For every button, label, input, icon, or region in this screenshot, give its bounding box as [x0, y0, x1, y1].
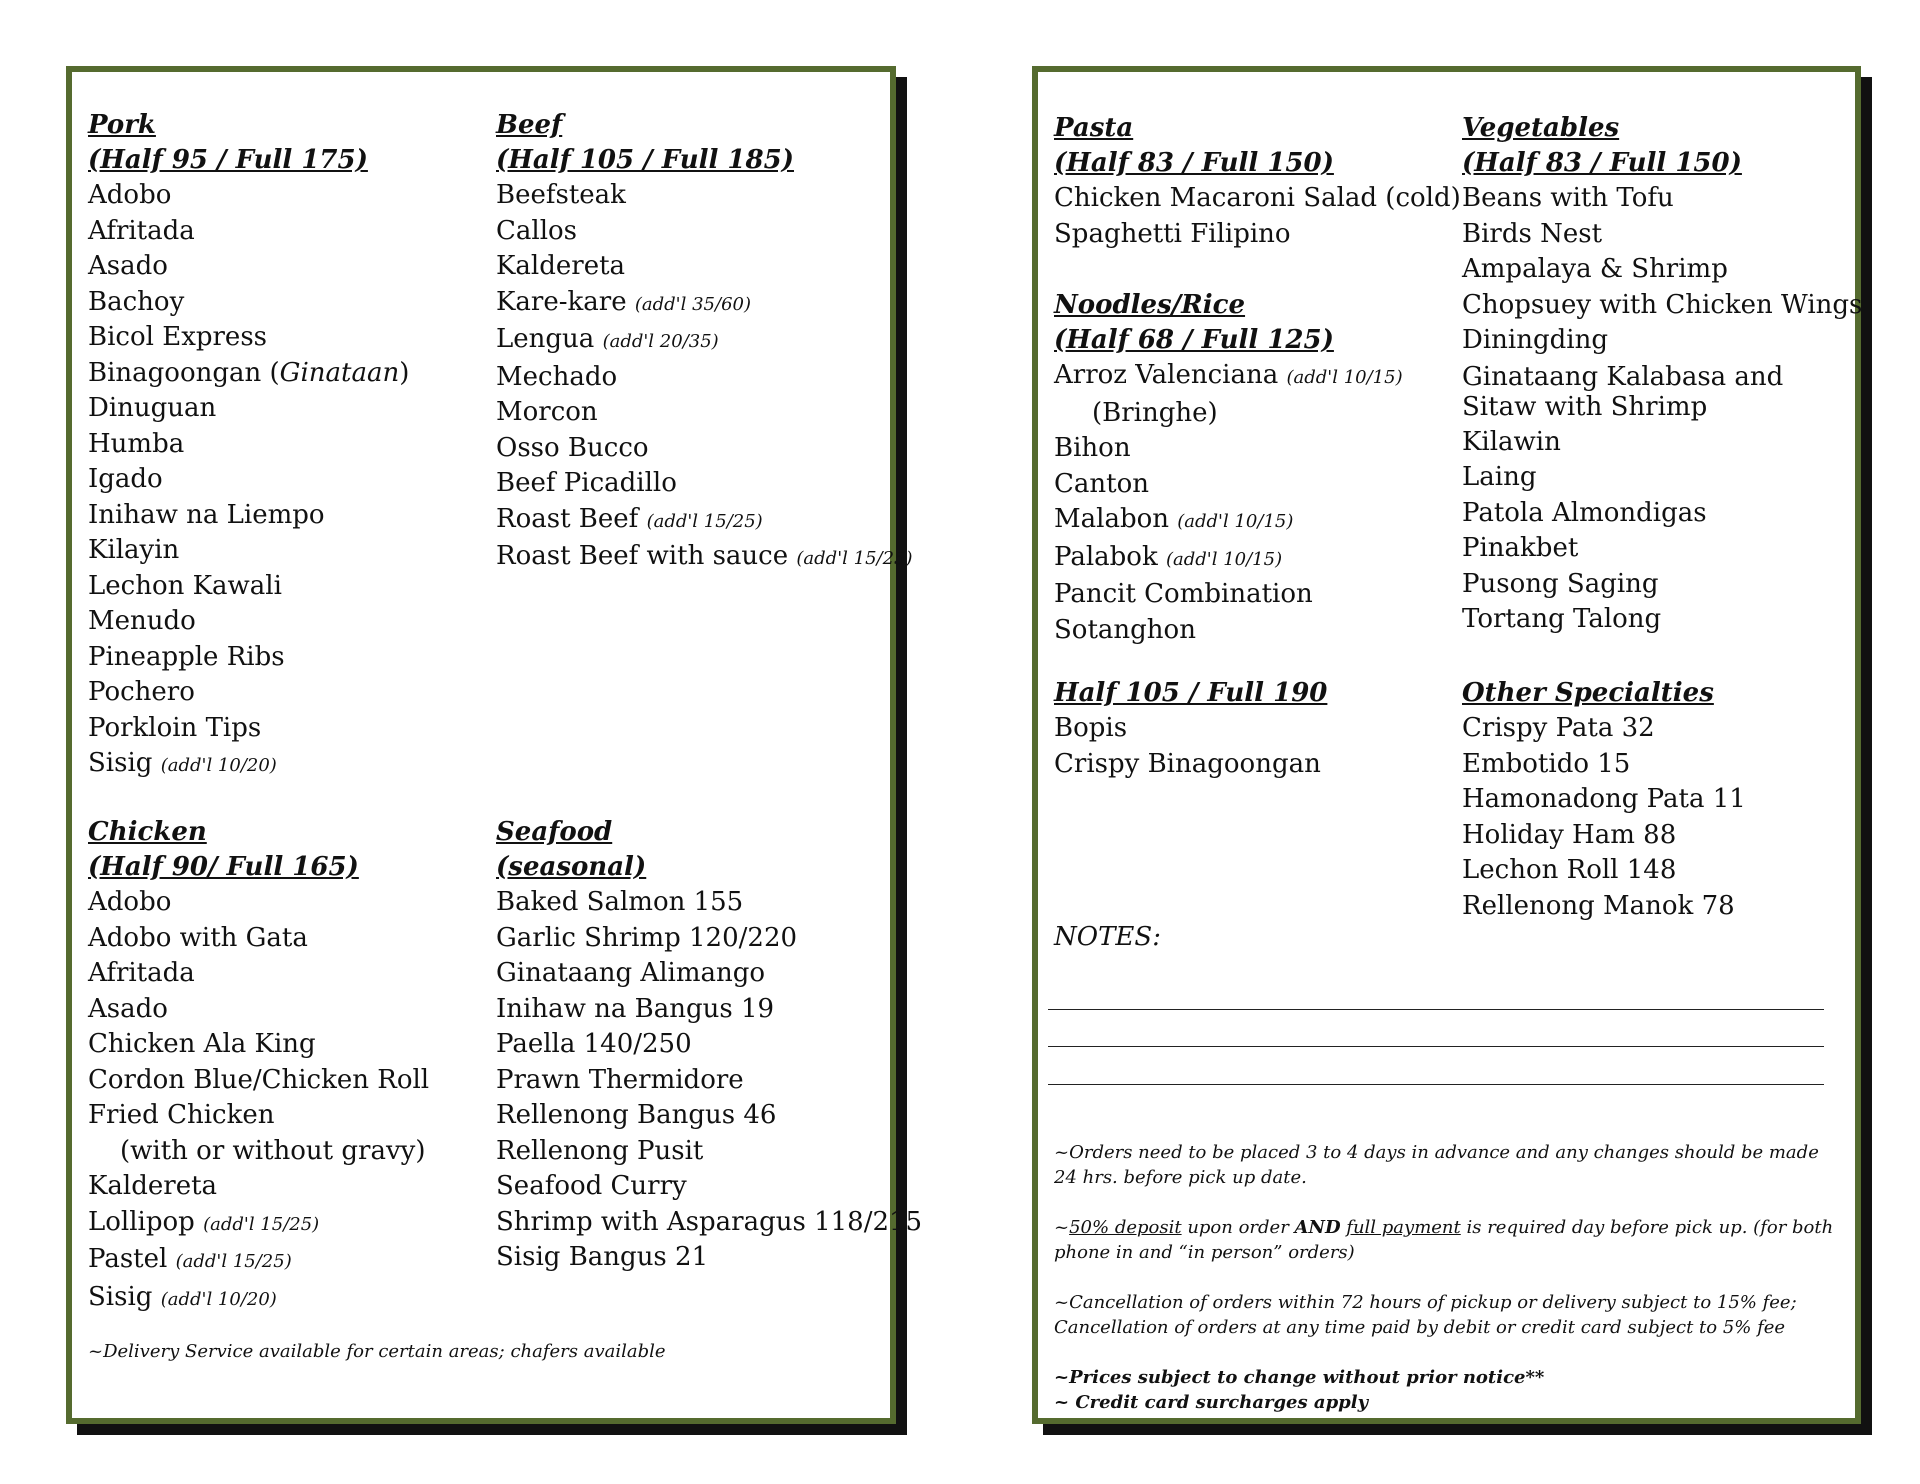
menu-item: [1054, 358, 1459, 396]
price-note: (add'l 15/25): [203, 1213, 320, 1235]
menu-item: Beef Picadillo: [496, 468, 677, 498]
menu-item: Spaghetti Filipino: [1054, 218, 1291, 249]
menu-item: Sotanghon: [1054, 614, 1196, 645]
menu-item: [496, 539, 913, 577]
menu-item: Bicol Express: [88, 322, 268, 352]
menu-item: [1054, 540, 1459, 578]
menu-item: Embotido 15: [1462, 748, 1631, 779]
menu-item: Humba: [88, 428, 185, 459]
price-note: (add'l 10/15): [1286, 367, 1403, 388]
notes-label: NOTES:: [1054, 922, 1161, 952]
pasta-title: Pasta: [1054, 113, 1134, 143]
menu-item: Kilawin: [1462, 426, 1561, 457]
menu-item: Adobo with Gata: [88, 922, 308, 953]
pork-title: Pork: [88, 110, 156, 140]
beef-title: Beef: [496, 110, 563, 140]
policy-surcharges: ~ Credit card surcharges apply: [1054, 1392, 1369, 1413]
menu-item: Paella 140/250: [496, 1029, 692, 1059]
notes-line: [1048, 1009, 1824, 1010]
policy-full-payment-text: full payment: [1346, 1217, 1461, 1238]
delivery-note: ~Delivery Service available for certain areas; chafers available: [88, 1341, 666, 1362]
menu-item: Menudo: [88, 606, 196, 636]
price-note: (add'l 10/15): [1165, 548, 1283, 570]
half105-title: Half 105 / Full 190: [1054, 678, 1328, 708]
price-note: (add'l 15/25): [646, 510, 763, 532]
menu-item: Holiday Ham 88: [1462, 819, 1677, 850]
noodles-prices: (Half 68 / Full 125): [1054, 325, 1334, 355]
item-text: Palabok: [1054, 541, 1158, 572]
menu-item: Prawn Thermidore: [496, 1064, 744, 1095]
menu-item: Pusong Saging: [1462, 568, 1659, 599]
menu-item: Beans with Tofu: [1462, 183, 1674, 213]
menu-item: Adobo: [88, 887, 172, 917]
vegetables-title: Vegetables: [1462, 113, 1620, 143]
price-note: (add'l 10/20): [160, 755, 277, 776]
menu-item: Pinakbet: [1462, 533, 1579, 563]
menu-item-detail: (Bringhe): [1092, 397, 1218, 428]
item-text: ): [399, 357, 410, 388]
vegetables-prices: (Half 83 / Full 150): [1462, 148, 1742, 178]
price-note: (add'l 15/25): [796, 548, 913, 569]
menu-item: Ginataang Kalabasa and Sitaw with Shrimp: [1462, 361, 1784, 422]
price-note: (add'l 10/15): [1177, 511, 1294, 532]
notes-line: [1048, 1084, 1824, 1085]
menu-item: Bachoy: [88, 286, 185, 317]
menu-item: Porkloin Tips: [88, 712, 262, 743]
menu-item: Lechon Kawali: [88, 570, 282, 601]
menu-item: Fried Chicken: [88, 1100, 275, 1130]
menu-item: Canton: [1054, 468, 1149, 499]
menu-item: Afritada: [88, 215, 195, 246]
menu-item: Afritada: [88, 958, 195, 988]
menu-item: Rellenong Pusit: [496, 1135, 704, 1166]
menu-item: Pochero: [88, 677, 195, 707]
menu-item: Cordon Blue/Chicken Roll: [88, 1064, 430, 1095]
menu-item: Diningding: [1462, 325, 1608, 355]
menu-item: Igado: [88, 464, 163, 494]
menu-item: [88, 1242, 493, 1280]
menu-item: [496, 285, 901, 323]
menu-item: Chicken Ala King: [88, 1029, 316, 1059]
item-text: Arroz Valenciana: [1054, 360, 1279, 390]
beef-section: [496, 108, 913, 577]
menu-item: Crispy Binagoongan: [1054, 748, 1321, 779]
chicken-prices: (Half 90/ Full 165): [88, 852, 359, 882]
menu-item: Birds Nest: [1462, 218, 1603, 249]
policy-text: ~: [1054, 1217, 1070, 1238]
policy-text: is required day before pick up. (for both phone in and “in person” orders): [1054, 1217, 1834, 1263]
half105-section: [1054, 676, 1459, 782]
menu-item-binagoongan: [88, 356, 493, 392]
noodles-title: Noodles/Rice: [1054, 290, 1246, 320]
menu-item: Inihaw na Liempo: [88, 499, 325, 530]
pork-section: [88, 108, 493, 784]
item-text: Binagoongan (: [88, 357, 280, 388]
menu-item: [88, 1280, 493, 1318]
pasta-prices: (Half 83 / Full 150): [1054, 148, 1334, 178]
noodles-section: [1054, 288, 1459, 648]
menu-item: Mechado: [496, 361, 618, 392]
policy-advance-orders: ~Orders need to be placed 3 to 4 days in advance and any changes should be made 24 hrs. before pick up date.: [1054, 1142, 1819, 1188]
specialties-section: [1462, 676, 1837, 924]
menu-item: Kilayin: [88, 535, 180, 565]
menu-item: Rellenong Manok 78: [1462, 890, 1735, 921]
menu-item: Dinuguan: [88, 393, 217, 423]
seafood-title: Seafood: [496, 817, 613, 847]
menu-item: Garlic Shrimp 120/220: [496, 922, 798, 953]
policy-deposit: [1054, 1215, 1844, 1265]
menu-item: Inihaw na Bangus 19: [496, 993, 775, 1024]
menu-item: [496, 322, 901, 360]
specialties-title: Other Specialties: [1462, 678, 1714, 708]
policy-text: upon order: [1181, 1217, 1295, 1238]
price-note: (add'l 15/25): [175, 1251, 292, 1272]
menu-item: Chopsuey with Chicken Wings: [1462, 289, 1863, 320]
item-text: Kare-kare: [496, 286, 627, 317]
item-text: Lollipop: [88, 1206, 195, 1237]
menu-item: Morcon: [496, 397, 598, 427]
menu-item-sisig: [88, 746, 493, 784]
vegetables-section: [1462, 111, 1863, 638]
price-note: (add'l 20/35): [602, 331, 719, 352]
price-note: (add'l 10/20): [160, 1288, 277, 1310]
item-text: Sisig: [88, 1281, 153, 1312]
beef-prices: (Half 105 / Full 185): [496, 145, 794, 175]
notes-line: [1048, 1046, 1824, 1047]
item-text: Roast Beef: [496, 503, 639, 534]
menu-item: Tortang Talong: [1462, 604, 1662, 634]
menu-item: Pancit Combination: [1054, 579, 1313, 609]
price-note: (add'l 35/60): [634, 293, 751, 315]
menu-item: Shrimp with Asparagus 118/215: [496, 1206, 923, 1237]
menu-item: Pineapple Ribs: [88, 641, 285, 672]
menu-item: Hamonadong Pata 11: [1462, 784, 1746, 814]
item-text: Roast Beef with sauce: [496, 541, 789, 571]
menu-item: Seafood Curry: [496, 1171, 687, 1201]
pasta-section: [1054, 111, 1459, 252]
menu-item: Lechon Roll 148: [1462, 855, 1677, 885]
menu-item: [88, 1205, 493, 1243]
menu-item: Kaldereta: [88, 1171, 218, 1201]
menu-item: Adobo: [88, 180, 172, 210]
menu-item: Bopis: [1054, 713, 1128, 743]
item-text: Pastel: [88, 1244, 168, 1274]
menu-item: Sisig Bangus 21: [496, 1242, 709, 1272]
pork-prices: (Half 95 / Full 175): [88, 145, 368, 175]
menu-item: Rellenong Bangus 46: [496, 1100, 777, 1130]
policy-deposit-text: 50% deposit: [1069, 1217, 1182, 1238]
chicken-section: [88, 815, 493, 1317]
seafood-subtitle: (seasonal): [496, 852, 647, 882]
menu-item: [496, 502, 901, 540]
menu-item: Crispy Pata 32: [1462, 713, 1655, 743]
policy-and-text: AND: [1294, 1217, 1341, 1238]
menu-item: Bihon: [1054, 433, 1131, 463]
menu-item: Callos: [496, 215, 578, 246]
menu-item: Asado: [88, 993, 168, 1024]
menu-item: Laing: [1462, 462, 1537, 492]
menu-item: Osso Bucco: [496, 432, 649, 463]
menu-item: Ginataang Alimango: [496, 958, 766, 988]
menu-item: Asado: [88, 251, 168, 281]
chicken-title: Chicken: [88, 817, 207, 847]
seafood-section: [496, 815, 923, 1276]
menu-item: Ampalaya & Shrimp: [1462, 254, 1728, 284]
menu-item: Patola Almondigas: [1462, 497, 1707, 528]
menu-item: Beefsteak: [496, 180, 626, 210]
item-text: Malabon: [1054, 504, 1169, 534]
menu-item: [1054, 502, 1459, 540]
menu-item: Kaldereta: [496, 251, 626, 281]
item-text: Sisig: [88, 748, 153, 778]
policy-prices-change: ~Prices subject to change without prior notice**: [1054, 1367, 1545, 1388]
item-italic-text: Ginataan: [279, 357, 400, 388]
menu-item: Chicken Macaroni Salad (cold): [1054, 183, 1461, 213]
policy-cancellation: ~Cancellation of orders within 72 hours of pickup or delivery subject to 15% fee; Cancellation of orders at any time paid by debit or credit card subject to 5% fee: [1054, 1292, 1797, 1338]
menu-item: Baked Salmon 155: [496, 887, 744, 917]
menu-item-detail: (with or without gravy): [120, 1135, 426, 1166]
item-text: Lengua: [496, 324, 595, 354]
